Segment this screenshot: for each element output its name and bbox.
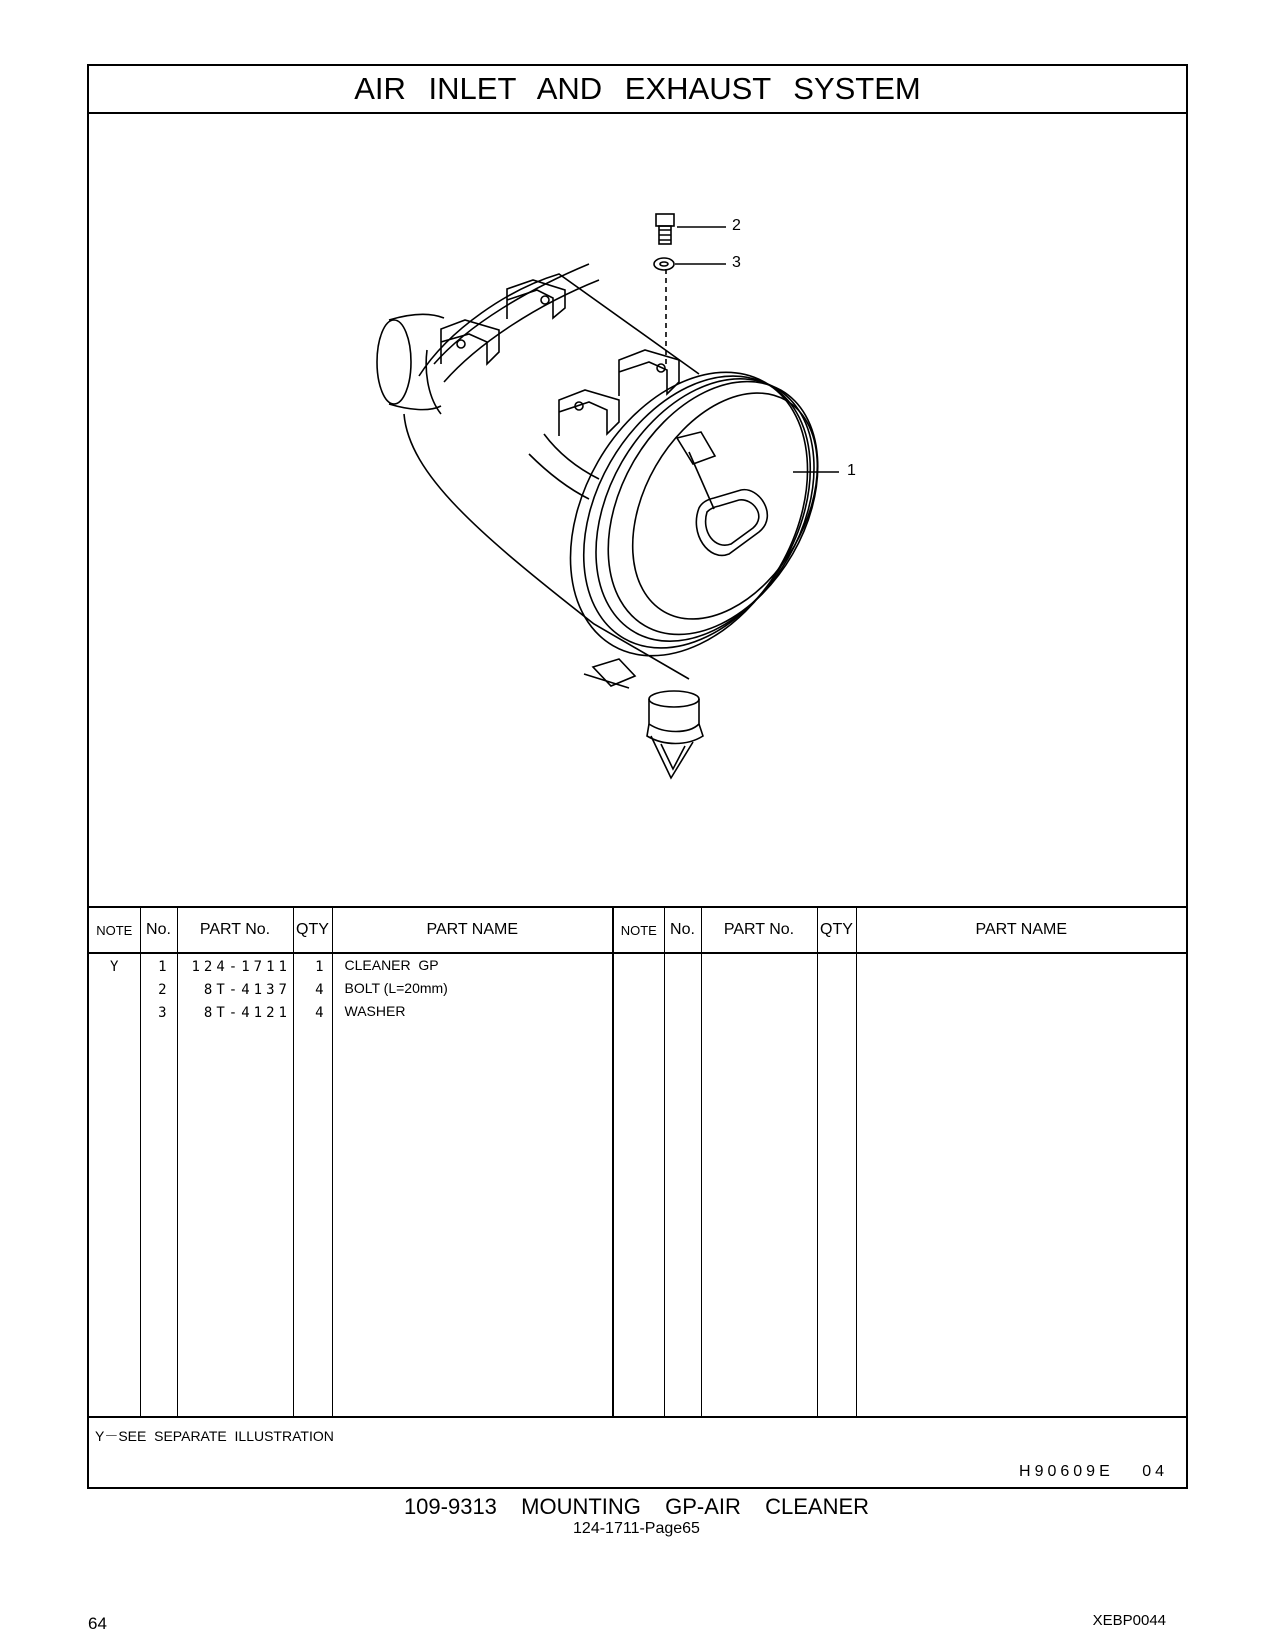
col-note-right: NOTE <box>613 907 664 953</box>
row-1-qty: 1 <box>315 959 324 975</box>
col-part-no: PART No. <box>177 907 293 953</box>
col-no: No. <box>140 907 177 953</box>
drawing-code: H90609E 04 <box>1019 1463 1168 1480</box>
row-1-no: 1 <box>158 959 167 975</box>
row-2-note <box>89 979 140 1002</box>
row-2-part-name: BOLT (L=20mm) <box>344 980 448 996</box>
row-1-note: Y <box>110 959 119 975</box>
col-no-right: No. <box>664 907 701 953</box>
page-number: 64 <box>88 1614 107 1633</box>
part-name-column-right <box>856 953 1186 1418</box>
row-3-qty: 4 <box>315 1005 324 1021</box>
col-part-no-right: PART No. <box>701 907 817 953</box>
parts-illustration <box>89 114 1186 906</box>
no-column <box>140 953 177 1418</box>
callout-2: 2 <box>732 217 741 234</box>
document-code: XEBP0044 <box>1092 1612 1166 1629</box>
col-note: NOTE <box>89 907 140 953</box>
table-body <box>89 953 1186 1418</box>
col-part-name: PART NAME <box>332 907 613 953</box>
qty-column-right <box>817 953 856 1418</box>
row-2-no: 2 <box>158 982 167 998</box>
row-3-note <box>89 1002 140 1025</box>
col-qty: QTY <box>293 907 332 953</box>
no-column-right <box>664 953 701 1418</box>
col-qty-right: QTY <box>817 907 856 953</box>
footnote-text: Y－SEE SEPARATE ILLUSTRATION <box>95 1428 334 1444</box>
note-column-right <box>613 953 664 1418</box>
row-2-qty: 4 <box>315 982 324 998</box>
row-1-part-name: CLEANER GP <box>344 957 439 973</box>
parts-list-table <box>89 906 1186 1418</box>
qty-column <box>293 953 332 1418</box>
page-title: AIR INLET AND EXHAUST SYSTEM <box>89 66 1186 114</box>
callout-1: 1 <box>847 462 856 479</box>
row-2-part-no: 8T-4137 <box>191 982 291 998</box>
page-reference: 124-1711-Page65 <box>573 1520 700 1537</box>
part-no-column-right <box>701 953 817 1418</box>
row-3-part-name: WASHER <box>344 1003 406 1019</box>
note-column <box>89 953 140 1418</box>
part-no-column <box>177 953 293 1418</box>
row-1-part-no: 124-1711 <box>191 959 291 975</box>
footnote-area <box>89 1416 1186 1489</box>
part-name-column <box>332 953 613 1418</box>
row-3-part-no: 8T-4121 <box>191 1005 291 1021</box>
air-cleaner-drawing <box>89 114 1186 906</box>
col-part-name-right: PART NAME <box>856 907 1186 953</box>
row-3-no: 3 <box>158 1005 167 1021</box>
group-caption: 109-9313 MOUNTING GP-AIR CLEANER <box>403 1494 870 1519</box>
callout-3: 3 <box>732 254 741 271</box>
parts-page-frame <box>87 64 1188 1489</box>
table-header-row <box>89 907 1186 953</box>
